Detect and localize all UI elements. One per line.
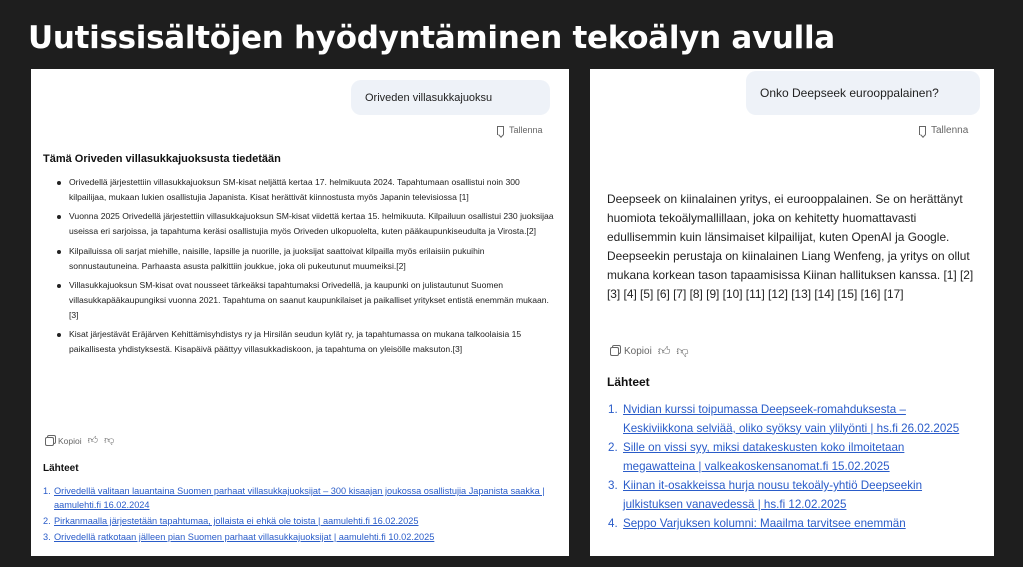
list-item: Orivedellä järjestettiin villasukkajuoksun SM-kisat neljättä kertaa 17. helmikuuta 2024. Tapahtumaan osallistui noin 300 kilpailijaa, mukaan lukien osallistujia Japanista. Kisat herättivät kiinnostusta myös Japanin televisiossa [1] [55,175,555,204]
copy-label: Kopioi [58,436,82,446]
copy-icon [610,347,619,356]
right-answer-text: Deepseek on kiinalainen yritys, ei eurooppalainen. Se on herättänyt huomiota tekoälymallillaan, joka on kehitetty huomattavasti edullisemmin kuin länsimaiset kilpailijat, kuten OpenAI ja Google. Deepseekin perustaja on kiinalainen Liang Wenfeng, ja yritys on ollut mukana korkean tason tapaamisissa Kiinan hallituksen kanssa. [1] [2] [3] [4] [5] [6] [7] [8] [9] [10] [11] [12] [13] [14] [15] [16] [17] [607,192,974,301]
right-copy-button[interactable] [610,346,652,357]
source-item: 4. Seppo Varjuksen kolumni: Maailma tarvitsee enemmän [608,517,906,530]
source-link[interactable]: Sille on vissi syy, miksi datakeskusten koko ilmoitetaan megawatteina | valkeakoskensanomat.fi 15.02.2025 [623,441,905,473]
slide-title: Uutissisältöjen hyödyntäminen tekoälyn avulla [28,20,835,56]
source-link[interactable]: Kiinan it-osakkeissa hurja nousu tekoäly-yhtiö Deepseekin julkistuksen vanavedessä | hs.fi 12.02.2025 [623,479,923,511]
left-copy-button[interactable] [45,436,82,446]
source-link[interactable]: Pirkanmaalla järjestetään tapahtumaa, jollaista ei ehkä ole toista | aamulehti.fi 16.02.2025 [54,516,419,526]
save-label: Tallenna [931,125,969,136]
left-save-button[interactable] [497,125,543,135]
list-item: Vuonna 2025 Orivedellä järjestettiin villasukkajuoksun SM-kisat viidettä kertaa 15. helmikuuta. Kilpailuun osallistui 230 juoksijaa useissa eri sarjoissa, ja tapahtuma keräsi osallistujia myös Oriveden ulkopuolelta, kuten pääkaupunkiseudulta ja Virosta.[2] [55,209,555,238]
source-item: 1. Orivedellä valitaan lauantaina Suomen parhaat villasukkajuoksijat – 300 kisaajan joukossa osallistujia Japanista saakka | aamulehti.fi 16.02.2024 [43,486,545,510]
left-query-bubble: Oriveden villasukkajuoksu [351,80,550,115]
source-item: 3. Orivedellä ratkotaan jälleen pian Suomen parhaat villasukkajuoksijat | aamulehti.fi 10.02.2025 [43,532,435,542]
citation-link[interactable]: [3] [452,344,463,355]
list-item: Kilpailuissa oli sarjat miehille, naisille, lapsille ja nuorille, ja juoksijat saattoivat kilpailla myös erilaisiin pukuihin sonnustautuneina. Parhaasta asusta palkittiin joukkue, joka oli pukeutunut muumeiksi.[2] [55,244,555,273]
left-sources-list [43,484,553,546]
source-item: 2. Pirkanmaalla järjestetään tapahtumaa, jollaista ei ehkä ole toista | aamulehti.fi 16.02.2025 [43,516,419,526]
bookmark-icon [919,126,926,135]
left-answer-bullets [55,175,555,362]
citation-link[interactable]: [3] [69,309,79,320]
thumbs-up-icon[interactable]: 👍︎ [87,435,99,446]
source-link[interactable]: Nvidian kurssi toipumassa Deepseek-romahduksesta – Keskiviikkona selviää, oliko syöksy vain ylilyönti | hs.fi 26.02.2025 [623,403,960,435]
thumbs-up-icon[interactable]: 👍︎ [657,344,671,358]
source-link[interactable]: Seppo Varjuksen kolumni: Maailma tarvitsee enemmän [623,517,906,530]
source-item: 2. Sille on vissi syy, miksi datakeskusten koko ilmoitetaan megawatteina | valkeakoskensanomat.fi 15.02.2025 [608,441,905,473]
source-item: 1. Nvidian kurssi toipumassa Deepseek-romahduksesta – Keskiviikkona selviää, oliko syöksy vain ylilyönti | hs.fi 26.02.2025 [608,403,960,435]
citation-link[interactable]: [2] [396,260,406,271]
thumbs-down-icon[interactable]: 👎︎ [104,435,115,446]
right-sources-list [608,401,978,535]
left-answer-panel [31,69,569,556]
left-sources-heading: Lähteet [43,463,79,474]
right-sources-heading: Lähteet [607,375,650,389]
save-label: Tallenna [509,125,543,135]
source-item: 3. Kiinan it-osakkeissa hurja nousu tekoäly-yhtiö Deepseekin julkistuksen vanavedessä | hs.fi 12.02.2025 [608,479,923,511]
thumbs-down-icon[interactable]: 👎︎ [676,344,689,358]
citation-link[interactable]: [1] [459,191,469,202]
list-item: Villasukkajuoksun SM-kisat ovat nousseet tärkeäksi tapahtumaksi Orivedellä, ja kaupunki on julistautunut Suomen villasukkapääkaupungiksi vuonna 2021. Tapahtuma on saanut kaupunkilaiset ja paikalliset yritykset entistä enemmän mukaan.[3] [55,278,555,322]
right-save-button[interactable] [919,125,968,136]
source-link[interactable]: Orivedellä valitaan lauantaina Suomen parhaat villasukkajuoksijat – 300 kisaajan joukossa osallistujia Japanista saakka | aamulehti.fi 16.02.2024 [54,486,545,510]
right-answer-actions [610,345,689,357]
copy-icon [45,437,54,446]
list-item: Kisat järjestävät Eräjärven Kehittämisyhdistys ry ja Hirsilän seudun kylät ry, ja tapahtumassa on mukana talkoolaisia 15 paikallisesta yhdistyksestä. Kisapäivä päättyy villasukkadiskoon, ja tapahtuma on yleisölle maksuton.[3] [55,327,555,356]
left-answer-heading: Tämä Oriveden villasukkajuoksusta tiedetään [43,153,281,165]
right-answer-panel [590,69,994,556]
citation-link[interactable]: [2] [526,226,537,237]
citation-links[interactable]: [1] [2] [3] [4] [5] [6] [7] [8] [9] [10] [11] [12] [13] [14] [15] [16] [17] [607,268,974,301]
copy-label: Kopioi [624,345,652,357]
source-link[interactable]: Orivedellä ratkotaan jälleen pian Suomen parhaat villasukkajuoksijat | aamulehti.fi 10.02.2025 [54,532,435,542]
left-answer-actions [45,436,114,446]
bookmark-icon [497,126,504,135]
right-query-bubble: Onko Deepseek eurooppalainen? [746,71,980,115]
